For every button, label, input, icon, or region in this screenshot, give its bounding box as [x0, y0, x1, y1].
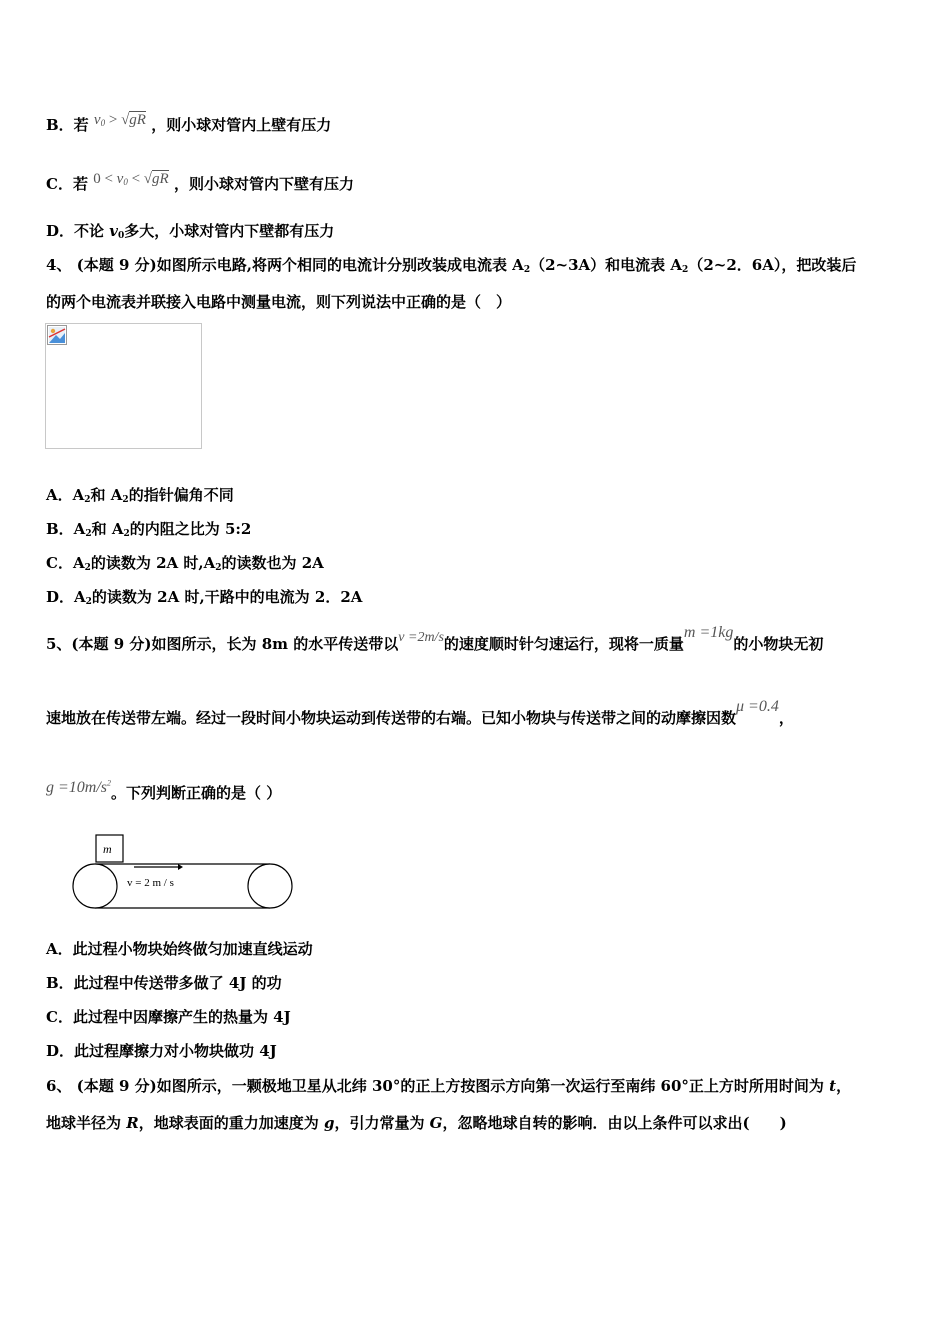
q4-option-a: A．$A_2$和 $A_2$的指针偏角不同	[46, 486, 234, 505]
broken-image-icon	[47, 325, 67, 345]
conveyor-belt-figure	[68, 832, 298, 914]
left-pulley	[73, 864, 117, 908]
q5-option-a: A．此过程小物块始终做匀加速直线运动	[46, 940, 313, 958]
q5-option-b: B．此过程中传送带多做了 4J 的功	[46, 974, 282, 992]
q4-option-b: B．$A_2$和 $A_2$的内阻之比为 5:2	[46, 520, 252, 539]
q5-option-c: C．此过程中因摩擦产生的热量为 4J	[46, 1008, 291, 1026]
q4-circuit-figure-placeholder	[45, 323, 202, 449]
q5-stem-line1: 5、(本题 9 分)如图所示，长为 8m 的水平传送带以v =2m/s的速度顺时针匀速运行，现将一质量m =1kg的小物块无初	[46, 624, 824, 653]
q3-option-d: D．不论 $v_0$多大，小球对管内下壁都有压力	[46, 222, 335, 241]
q4-stem-line1: 4、 (本题 9 分)如图所示电路,将两个相同的电流计分别改装成电流表 $A_2(2\sim 3A)$和电流表 $A_2(2\sim 2$．6A），把改装后	[46, 256, 857, 275]
q6-stem-line2: 地球半径为 R，地球表面的重力加速度为 g，引力常量为 G，忽略地球自转的影响．由以上条件可以求出( )	[46, 1114, 787, 1132]
speed-label: v = 2 m / s	[127, 877, 174, 889]
q5-stem-line2: 速地放在传送带左端。经过一段时间小物块运动到传送带的右端。已知小物块与传送带之间的动摩擦因数μ =0.4，	[46, 698, 794, 727]
q6-stem-line1: 6、 (本题 9 分)如图所示，一颗极地卫星从北纬 30°的正上方按图示方向第一次运行至南纬 60°正上方时所用时间为 t，	[46, 1077, 852, 1095]
q5-option-d: D．此过程摩擦力对小物块做功 4J	[46, 1042, 277, 1060]
q5-stem-line3: $g =10m/s^2$。下列判断正确的是（ ）	[46, 778, 282, 802]
q3-option-b: B．若 $v_0 > √gR$ ，则小球对管内上壁有压力	[46, 112, 332, 134]
block-label: m	[103, 842, 112, 856]
q3-option-c: C．若 $0 < v_0 < √gR$ ，则小球对管内下壁有压力	[46, 171, 354, 193]
right-pulley	[248, 864, 292, 908]
q4-stem-line2: 的两个电流表并联接入电路中测量电流，则下列说法中正确的是（ ）	[46, 293, 512, 311]
q4-option-d: D．$A_2$的读数为 2A 时,干路中的电流为 2．2A	[46, 588, 363, 607]
q4-option-c: C．$A_2$的读数为 2A 时$,A_2$的读数也为 2A	[46, 554, 324, 573]
